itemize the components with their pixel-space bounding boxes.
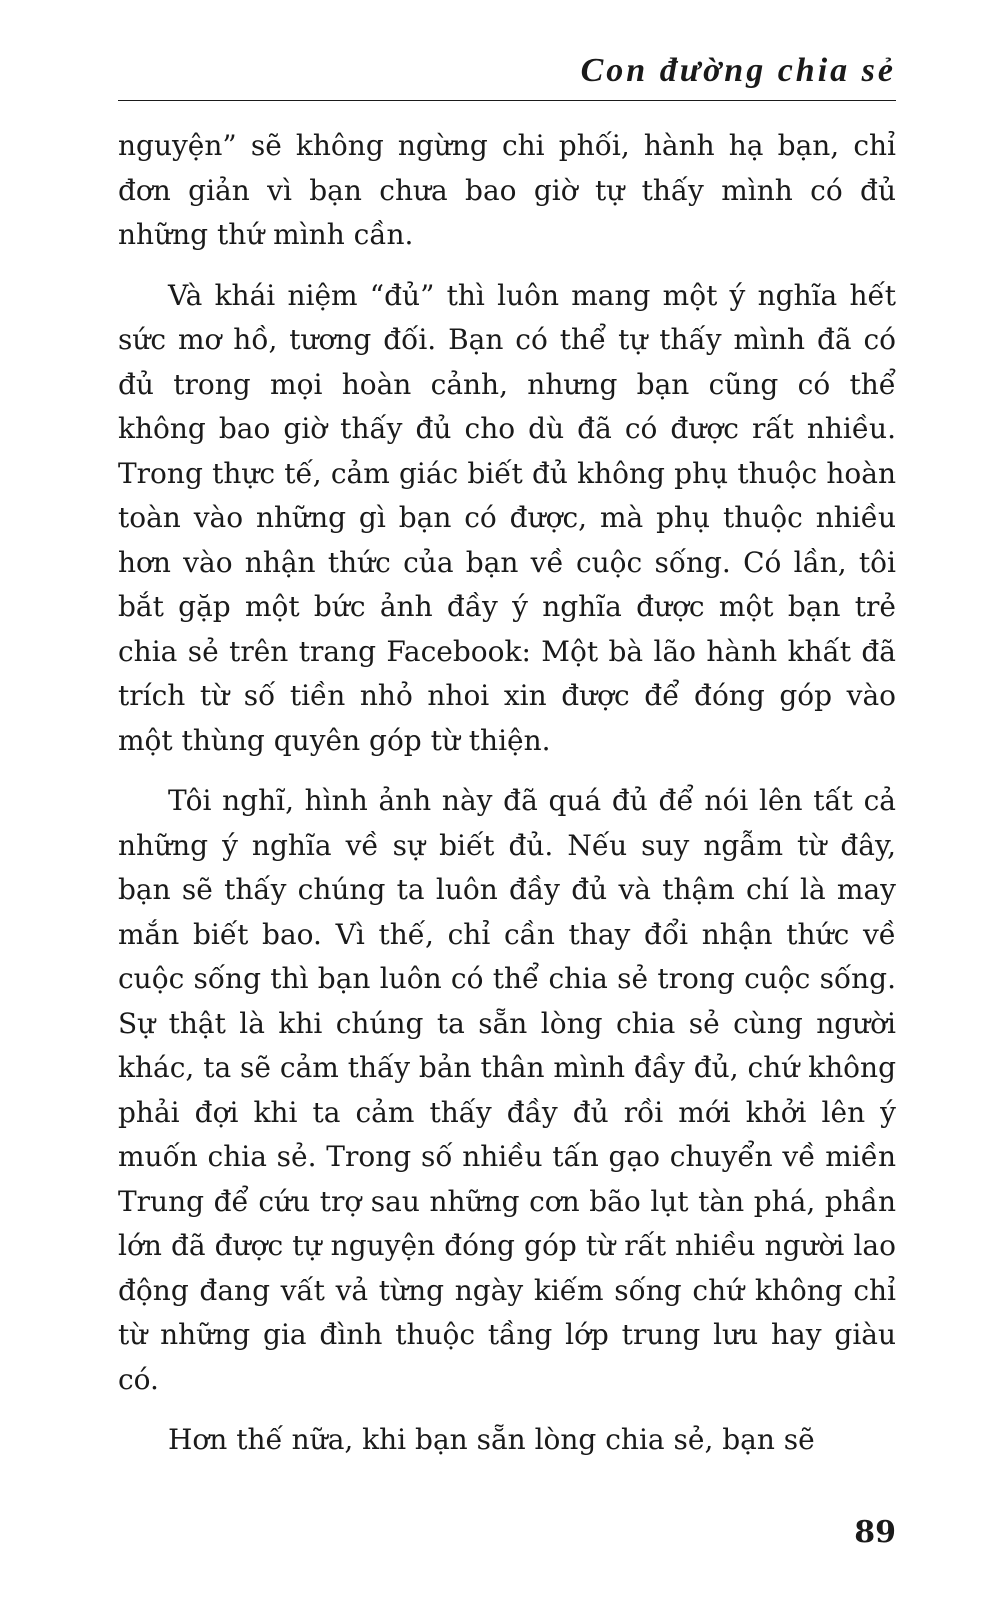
page-body (118, 124, 896, 1479)
paragraph-image-reflection: Tôi nghĩ, hình ảnh này đã quá đủ để nói lên tất cả những ý nghĩa về sự biết đủ. Nếu suy ngẫm từ đây, bạn sẽ thấy chúng ta luôn đầy đủ và thậm chí là may mắn biết bao. Vì thế, chỉ cần thay đổi nhận thức về cuộc sống thì bạn luôn có thể chia sẻ trong cuộc sống. Sự thật là khi chúng ta sẵn lòng chia sẻ cùng người khác, ta sẽ cảm thấy bản thân mình đầy đủ, chứ không phải đợi khi ta cảm thấy đầy đủ rồi mới khởi lên ý muốn chia sẻ. Trong số nhiều tấn gạo chuyển về miền Trung để cứu trợ sau những cơn bão lụt tàn phá, phần lớn đã được tự nguyện đóng góp từ rất nhiều người lao động đang vất vả từng ngày kiếm sống chứ không chỉ từ những gia đình thuộc tầng lớp trung lưu hay giàu có. (118, 784, 896, 1396)
paragraph-enough-concept: Và khái niệm “đủ” thì luôn mang một ý nghĩa hết sức mơ hồ, tương đối. Bạn có thể tự thấy mình đã có đủ trong mọi hoàn cảnh, nhưng bạn cũng có thể không bao giờ thấy đủ cho dù đã có được rất nhiều. Trong thực tế, cảm giác biết đủ không phụ thuộc hoàn toàn vào những gì bạn có được, mà phụ thuộc nhiều hơn vào nhận thức của bạn về cuộc sống. Có lần, tôi bắt gặp một bức ảnh đầy ý nghĩa được một bạn trẻ chia sẻ trên trang Facebook: Một bà lão hành khất đã trích từ số tiền nhỏ nhoi xin được để đóng góp vào một thùng quyên góp từ thiện. (118, 278, 896, 757)
paragraph-continued: nguyện” sẽ không ngừng chi phối, hành hạ bạn, chỉ đơn giản vì bạn chưa bao giờ tự thấy mình có đủ những thứ mình cần. (118, 129, 896, 251)
header-divider (118, 100, 896, 101)
running-header-title: Con đường chia sẻ (580, 52, 896, 89)
paragraph-continuing: Hơn thế nữa, khi bạn sẵn lòng chia sẻ, bạn sẽ (168, 1423, 815, 1456)
page-number: 89 (854, 1515, 896, 1550)
